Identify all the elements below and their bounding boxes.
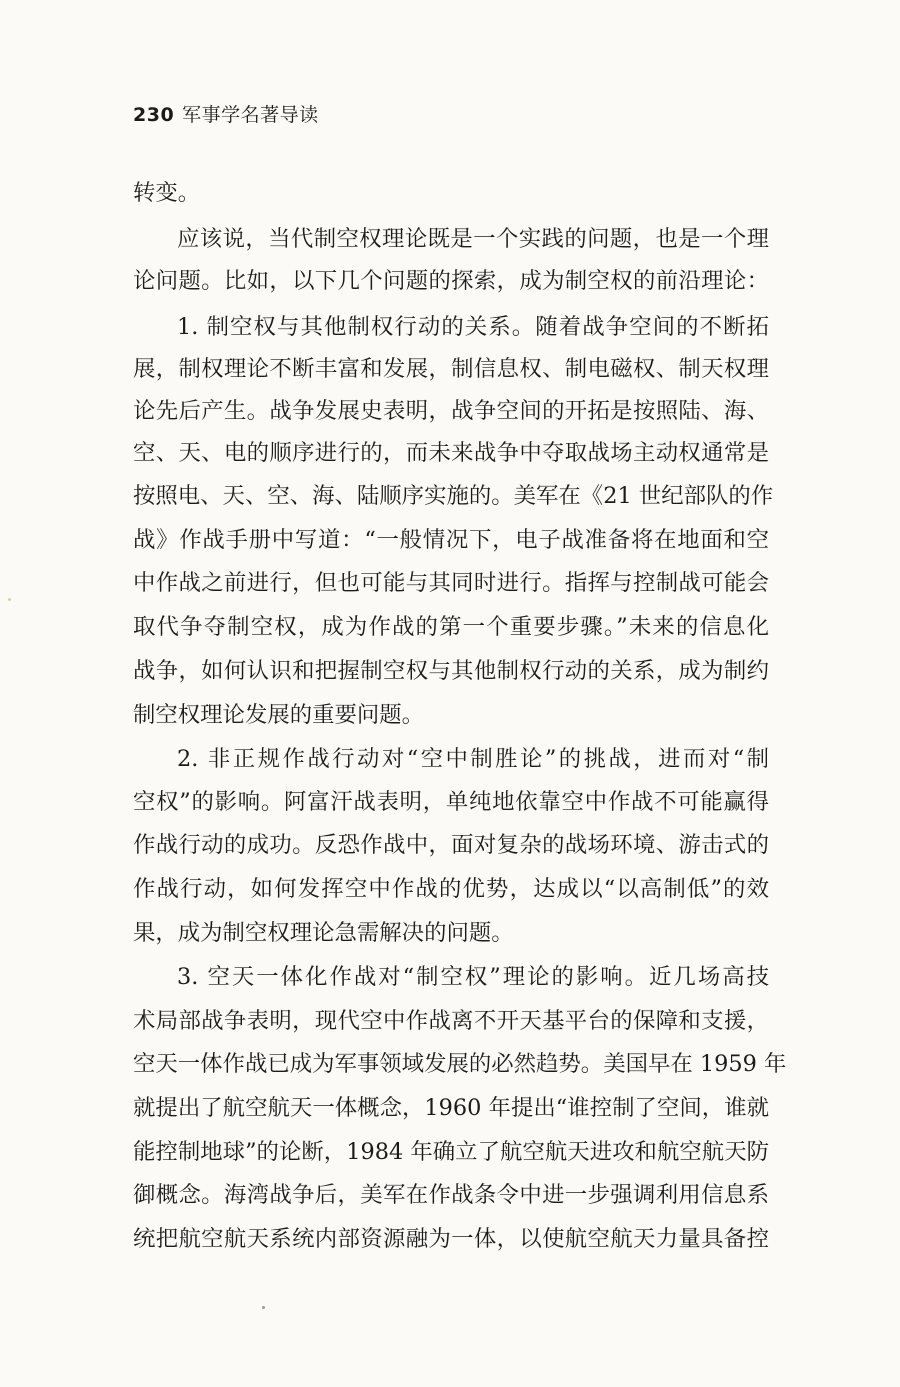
text-line: 论问题。比如，以下几个问题的探索，成为制空权的前沿理论： — [133, 268, 769, 294]
book-title: 军事学名著导读 — [182, 104, 319, 126]
text-line: 御概念。海湾战争后，美军在作战条令中进一步强调利用信息系 — [133, 1182, 769, 1208]
text-line: 论先后产生。战争发展史表明，战争空间的开拓是按照陆、海、 — [133, 398, 769, 424]
text-line: 空权”的影响。阿富汗战表明，单纯地依靠空中作战不可能赢得 — [133, 789, 769, 815]
text-line: 空天一体作战已成为军事领域发展的必然趋势。美国早在 1959 年 — [133, 1051, 787, 1077]
text-line: 转变。 — [133, 180, 201, 206]
running-head — [133, 100, 319, 127]
text-line: 能控制地球”的论断，1984 年确立了航空航天进攻和航空航天防 — [133, 1139, 769, 1165]
text-line: 制空权理论发展的重要问题。 — [133, 702, 425, 728]
text-line: 作战行动，如何发挥空中作战的优势，达成以“以高制低”的效 — [133, 876, 769, 902]
text-line: 就提出了航空航天一体概念，1960 年提出“谁控制了空间，谁就 — [133, 1095, 769, 1121]
text-line: 按照电、天、空、海、陆顺序实施的。美军在《21 世纪部队的作 — [133, 483, 774, 509]
text-line: 统把航空航天系统内部资源融为一体，以使航空航天力量具备控 — [133, 1226, 769, 1252]
page-number: 230 — [133, 104, 175, 126]
text-line: 取代争夺制空权，成为作战的第一个重要步骤。”未来的信息化 — [133, 614, 769, 640]
text-line: 空、天、电的顺序进行的，而未来战争中夺取战场主动权通常是 — [133, 440, 769, 466]
text-line: 中作战之前进行，但也可能与其同时进行。指挥与控制战可能会 — [133, 570, 769, 596]
text-line: 展，制权理论不断丰富和发展，制信息权、制电磁权、制天权理 — [133, 356, 769, 382]
text-line: 战争，如何认识和把握制空权与其他制权行动的关系，成为制约 — [133, 658, 769, 684]
text-line: 术局部战争表明，现代空中作战离不开天基平台的保障和支援， — [133, 1008, 769, 1034]
text-line: 作战行动的成功。反恐作战中，面对复杂的战场环境、游击式的 — [133, 832, 769, 858]
list-item-2-first-line: 2. 非正规作战行动对“空中制胜论”的挑战，进而对“制 — [177, 746, 769, 772]
paragraph-first-line: 应该说，当代制空权理论既是一个实践的问题，也是一个理 — [177, 226, 769, 252]
list-item-1-first-line: 1. 制空权与其他制权行动的关系。随着战争空间的不断拓 — [177, 314, 769, 340]
list-item-3-first-line: 3. 空天一体化作战对“制空权”理论的影响。近几场高技 — [177, 964, 769, 990]
text-line: 果，成为制空权理论急需解决的问题。 — [133, 920, 514, 946]
text-line: 战》作战手册中写道：“一般情况下，电子战准备将在地面和空 — [133, 527, 769, 553]
paper-speck — [262, 1306, 265, 1309]
paper-speck — [8, 598, 11, 601]
